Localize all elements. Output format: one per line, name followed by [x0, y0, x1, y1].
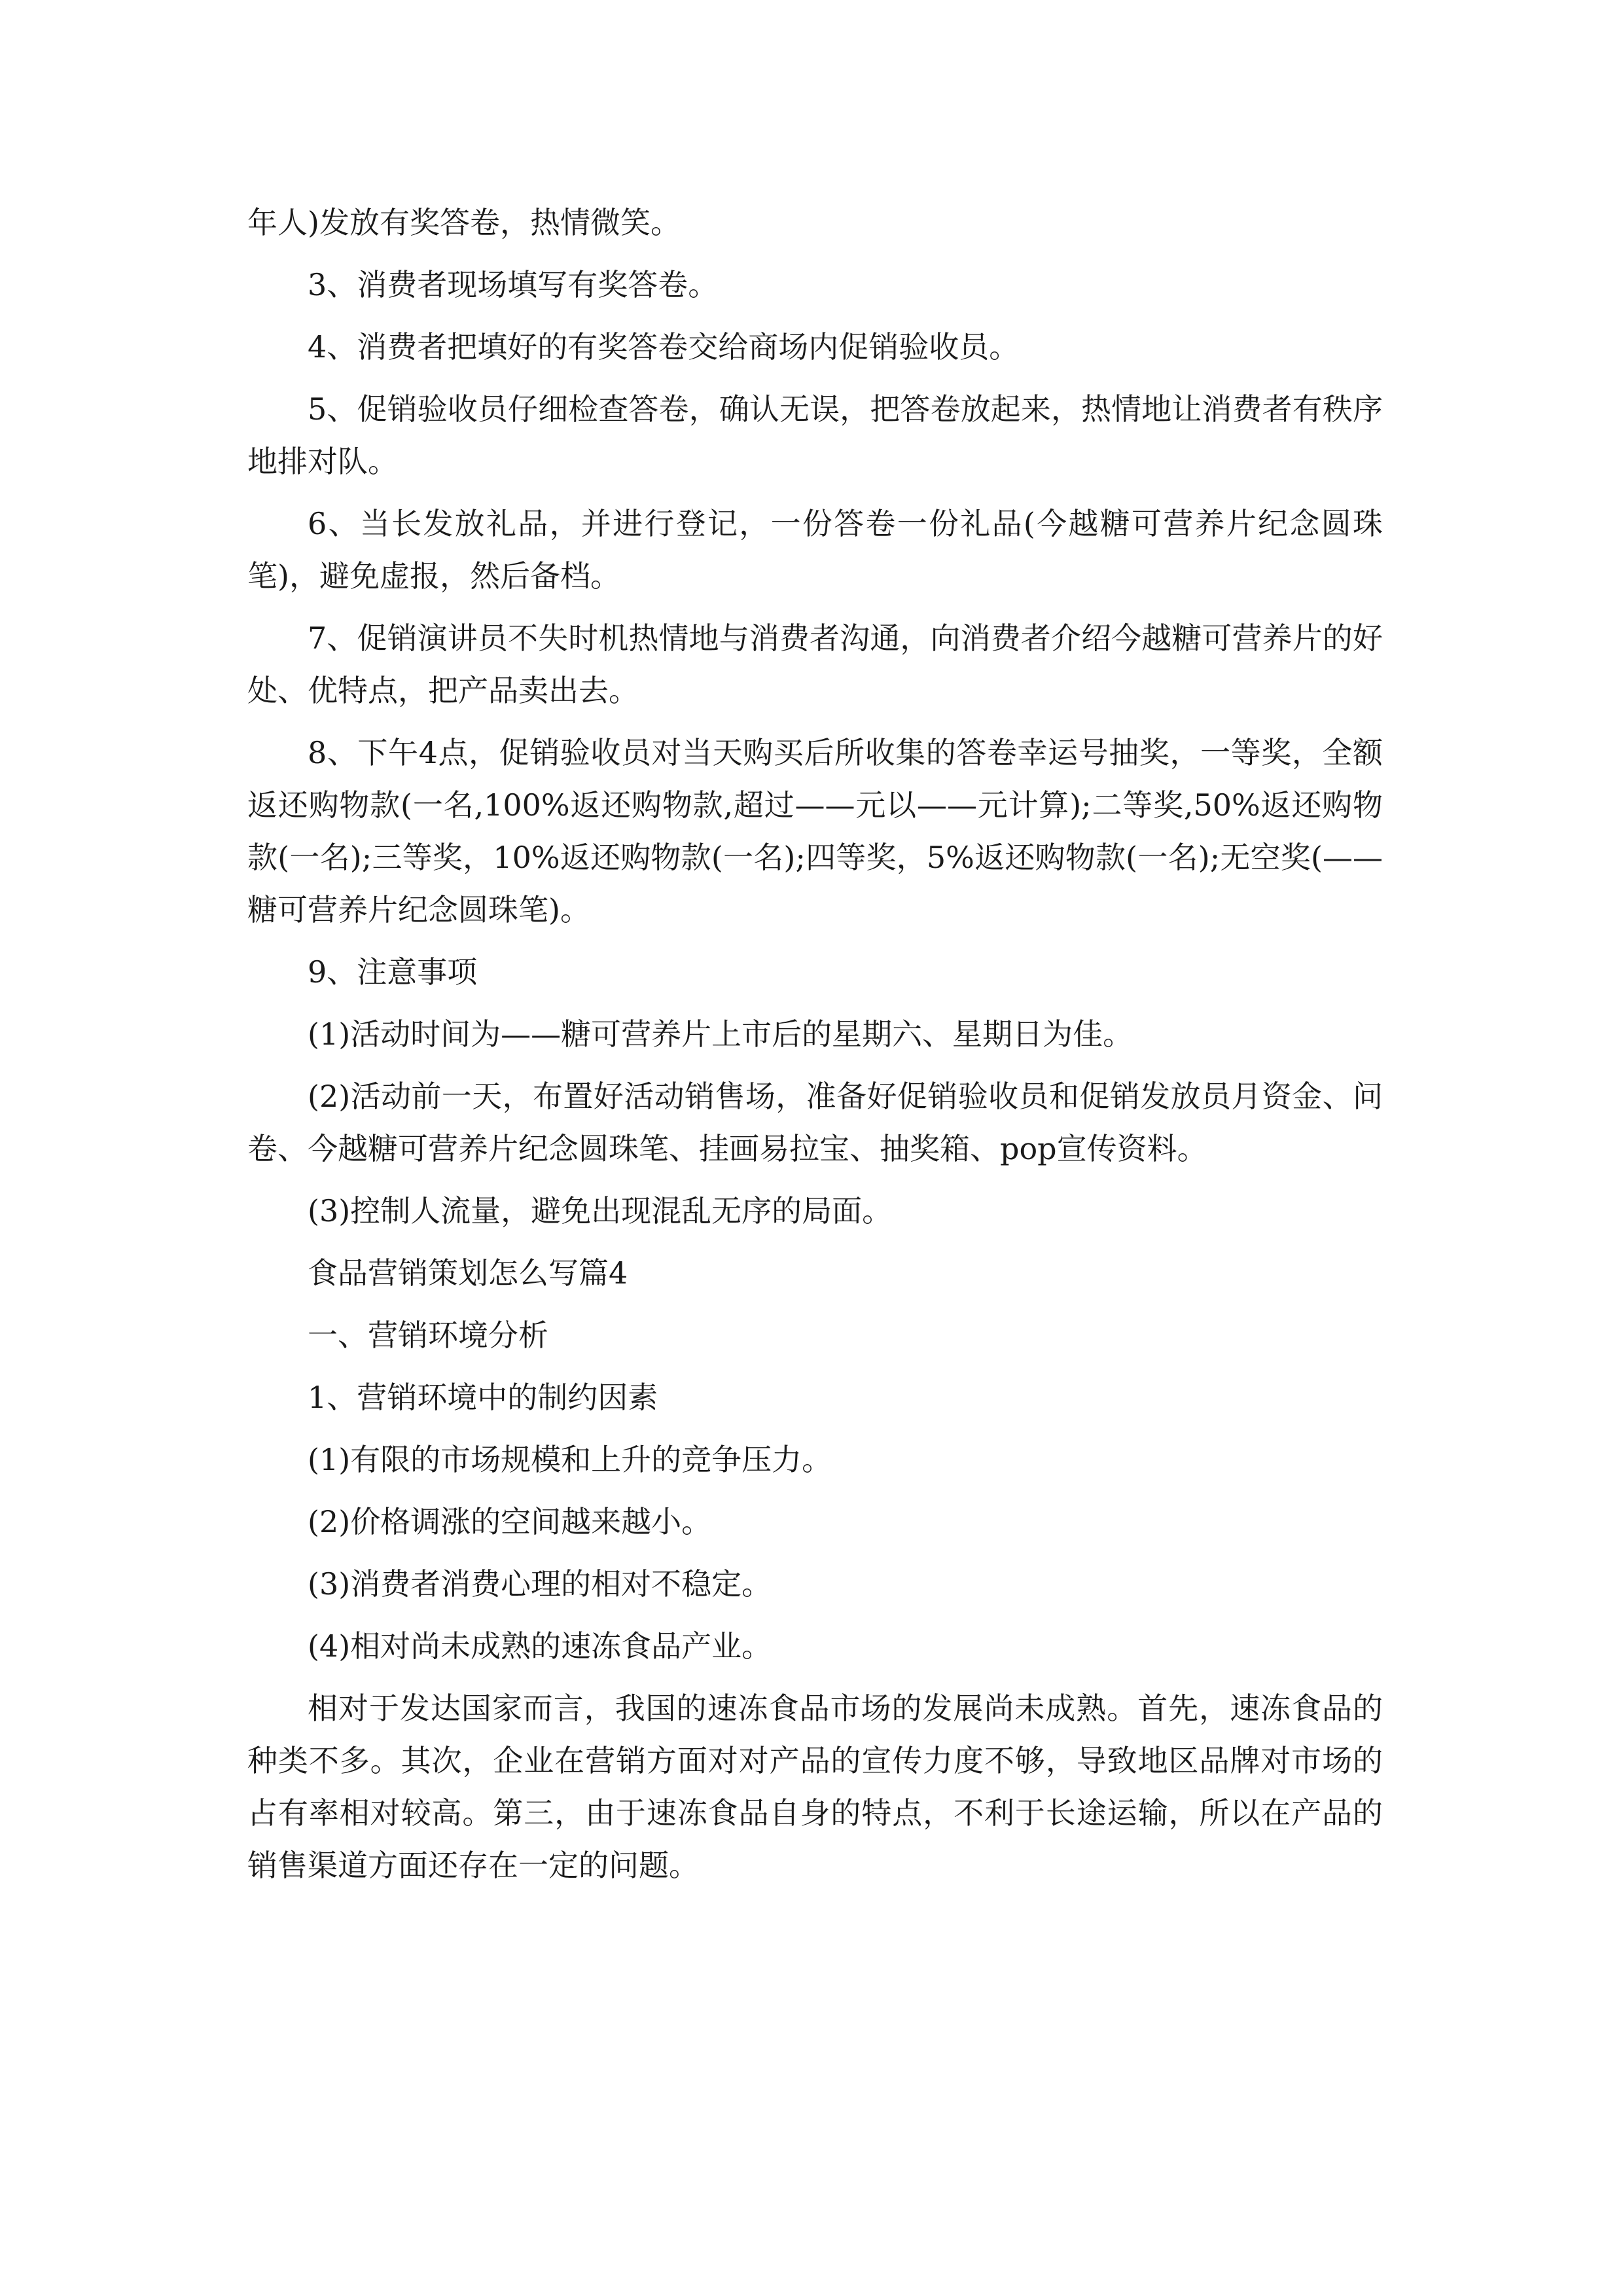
list-item-3: (3)消费者消费心理的相对不稳定。	[308, 1566, 772, 1602]
paragraph-step-5: 5、促销验收员仔细检查答卷，确认无误，把答卷放起来，热情地让消费者有秩序地排对队。	[247, 391, 1383, 479]
paragraph-note-2: (2)活动前一天，布置好活动销售场，准备好促销验收员和促销发放员月资金、问卷、今越糖可营养片纪念圆珠笔、挂画易拉宝、抽奖箱、pop宣传资料。	[247, 1079, 1383, 1166]
paragraph-note-1: (1)活动时间为——糖可营养片上市后的星期六、星期日为佳。	[308, 1016, 1133, 1052]
paragraph-step-7: 7、促销演讲员不失时机热情地与消费者沟通，向消费者介绍今越糖可营养片的好处、优特点，把产品卖出去。	[247, 620, 1383, 708]
list-item-2: (2)价格调涨的空间越来越小。	[308, 1504, 712, 1539]
paragraph-note-3: (3)控制人流量，避免出现混乱无序的局面。	[308, 1193, 893, 1229]
paragraph-continuation: 年人)发放有奖答卷，热情微笑。	[247, 205, 681, 240]
document-body	[247, 196, 1383, 1901]
paragraph-step-9-heading: 9、注意事项	[308, 954, 478, 990]
paragraph-step-6: 6、当长发放礼品，并进行登记，一份答卷一份礼品(今越糖可营养片纪念圆珠笔)，避免虚报，然后备档。	[247, 506, 1383, 594]
paragraph-step-8: 8、下午4点，促销验收员对当天购买后所收集的答卷幸运号抽奖，一等奖，全额返还购物款(一名,100%返还购物款,超过——元以——元计算);二等奖,50%返还购物款(一名);三等奖，10%返还购物款(一名);四等奖，5%返还购物款(一名);无空奖(——糖可营养片纪念圆珠笔)。	[247, 735, 1383, 927]
list-item-4: (4)相对尚未成熟的速冻食品产业。	[308, 1628, 772, 1664]
body-paragraph: 相对于发达国家而言，我国的速冻食品市场的发展尚未成熟。首先，速冻食品的种类不多。其次，企业在营销方面对对产品的宣传力度不够，导致地区品牌对市场的占有率相对较高。第三，由于速冻食品自身的特点，不利于长途运输，所以在产品的销售渠道方面还存在一定的问题。	[247, 1691, 1383, 1883]
list-item-1: (1)有限的市场规模和上升的竞争压力。	[308, 1442, 832, 1477]
subsection-heading-1: 1、营销环境中的制约因素	[308, 1380, 658, 1415]
section-title: 食品营销策划怎么写篇4	[308, 1255, 628, 1291]
paragraph-step-4: 4、消费者把填好的有奖答卷交给商场内促销验收员。	[308, 329, 1020, 365]
paragraph-step-3: 3、消费者现场填写有奖答卷。	[308, 267, 719, 302]
section-heading-1: 一、营销环境分析	[308, 1318, 548, 1353]
